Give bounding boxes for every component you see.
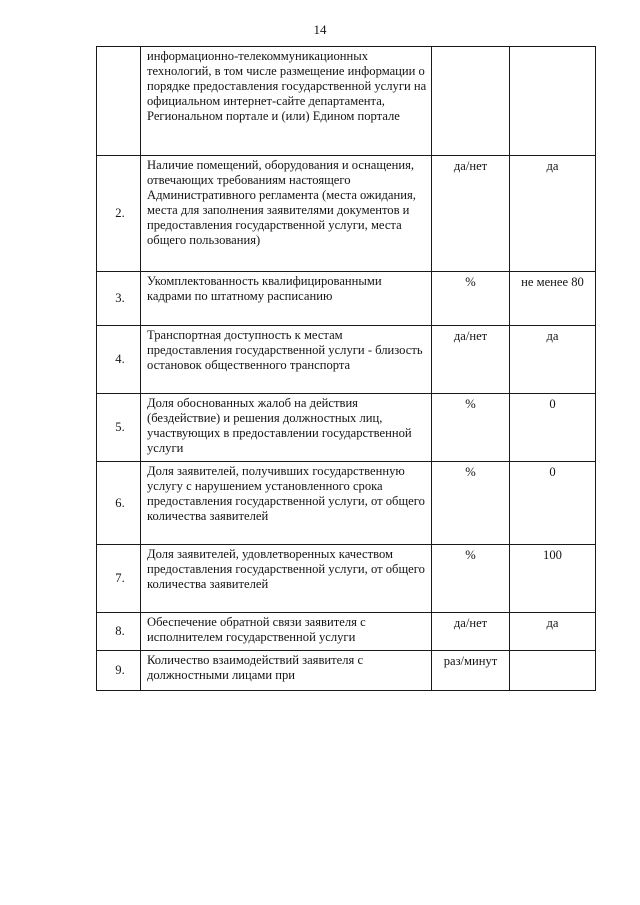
table-row <box>97 156 596 272</box>
row-number: 8. <box>97 613 141 651</box>
value-cell: не менее 80 <box>510 272 596 326</box>
indicator-name <box>141 272 432 326</box>
indicator-name-text: Доля заявителей, получивших государственную услугу с нарушением установленного срока предоставления государственной услуги, от общего количества заявителей <box>147 464 425 523</box>
unit-cell: % <box>432 394 510 462</box>
indicator-name-text: Обеспечение обратной связи заявителя с исполнителем государственной услуги <box>147 615 366 644</box>
table-row <box>97 272 596 326</box>
page-number: 14 <box>313 22 327 37</box>
table-row <box>97 326 596 394</box>
unit-cell: % <box>432 462 510 545</box>
value-cell: да <box>510 326 596 394</box>
indicator-name <box>141 613 432 651</box>
unit-cell: да/нет <box>432 613 510 651</box>
indicator-name-text: информационно-телекоммуникационных технологий, в том числе размещение информации о порядке предоставления государственной услуги на официальном интернет-сайте департамента, Региональном портале и (или) Едином портале <box>147 49 427 123</box>
indicator-name-text: Наличие помещений, оборудования и оснащения, отвечающих требованиям настоящего Административного регламента (места ожидания, места для заполнения заявителями документов и предоставления государственной услуги, места общего пользования) <box>147 158 416 247</box>
indicator-name-text: Транспортная доступность к местам предоставления государственной услуги - близость остановок общественного транспорта <box>147 328 423 372</box>
value-cell <box>510 47 596 156</box>
row-number: 7. <box>97 545 141 613</box>
unit-cell: да/нет <box>432 326 510 394</box>
indicator-name <box>141 651 432 691</box>
value-cell: 0 <box>510 394 596 462</box>
table-row <box>97 462 596 545</box>
indicator-name <box>141 47 432 156</box>
indicator-name <box>141 326 432 394</box>
row-number: 3. <box>97 272 141 326</box>
value-cell: да <box>510 156 596 272</box>
table-row <box>97 613 596 651</box>
row-number: 5. <box>97 394 141 462</box>
unit-cell <box>432 47 510 156</box>
indicator-name-text: Укомплектованность квалифицированными кадрами по штатному расписанию <box>147 274 382 303</box>
indicator-name <box>141 545 432 613</box>
row-number: 6. <box>97 462 141 545</box>
row-number <box>97 47 141 156</box>
unit-cell: % <box>432 272 510 326</box>
indicator-name-text: Количество взаимодействий заявителя с должностными лицами при <box>147 653 364 682</box>
row-number: 2. <box>97 156 141 272</box>
unit-cell: да/нет <box>432 156 510 272</box>
indicator-name <box>141 394 432 462</box>
indicators-table <box>96 46 596 691</box>
table-row <box>97 651 596 691</box>
table-row <box>97 545 596 613</box>
unit-cell: раз/минут <box>432 651 510 691</box>
value-cell: 0 <box>510 462 596 545</box>
row-number: 9. <box>97 651 141 691</box>
unit-cell: % <box>432 545 510 613</box>
indicator-name-text: Доля заявителей, удовлетворенных качеством предоставления государственной услуги, от общего количества заявителей <box>147 547 425 591</box>
indicator-name <box>141 462 432 545</box>
table-row <box>97 47 596 156</box>
value-cell <box>510 651 596 691</box>
value-cell: 100 <box>510 545 596 613</box>
table-row <box>97 394 596 462</box>
indicator-name <box>141 156 432 272</box>
value-cell: да <box>510 613 596 651</box>
row-number: 4. <box>97 326 141 394</box>
indicator-name-text: Доля обоснованных жалоб на действия (бездействие) и решения должностных лиц, участвующих в предоставлении государственной услуги <box>147 396 412 455</box>
